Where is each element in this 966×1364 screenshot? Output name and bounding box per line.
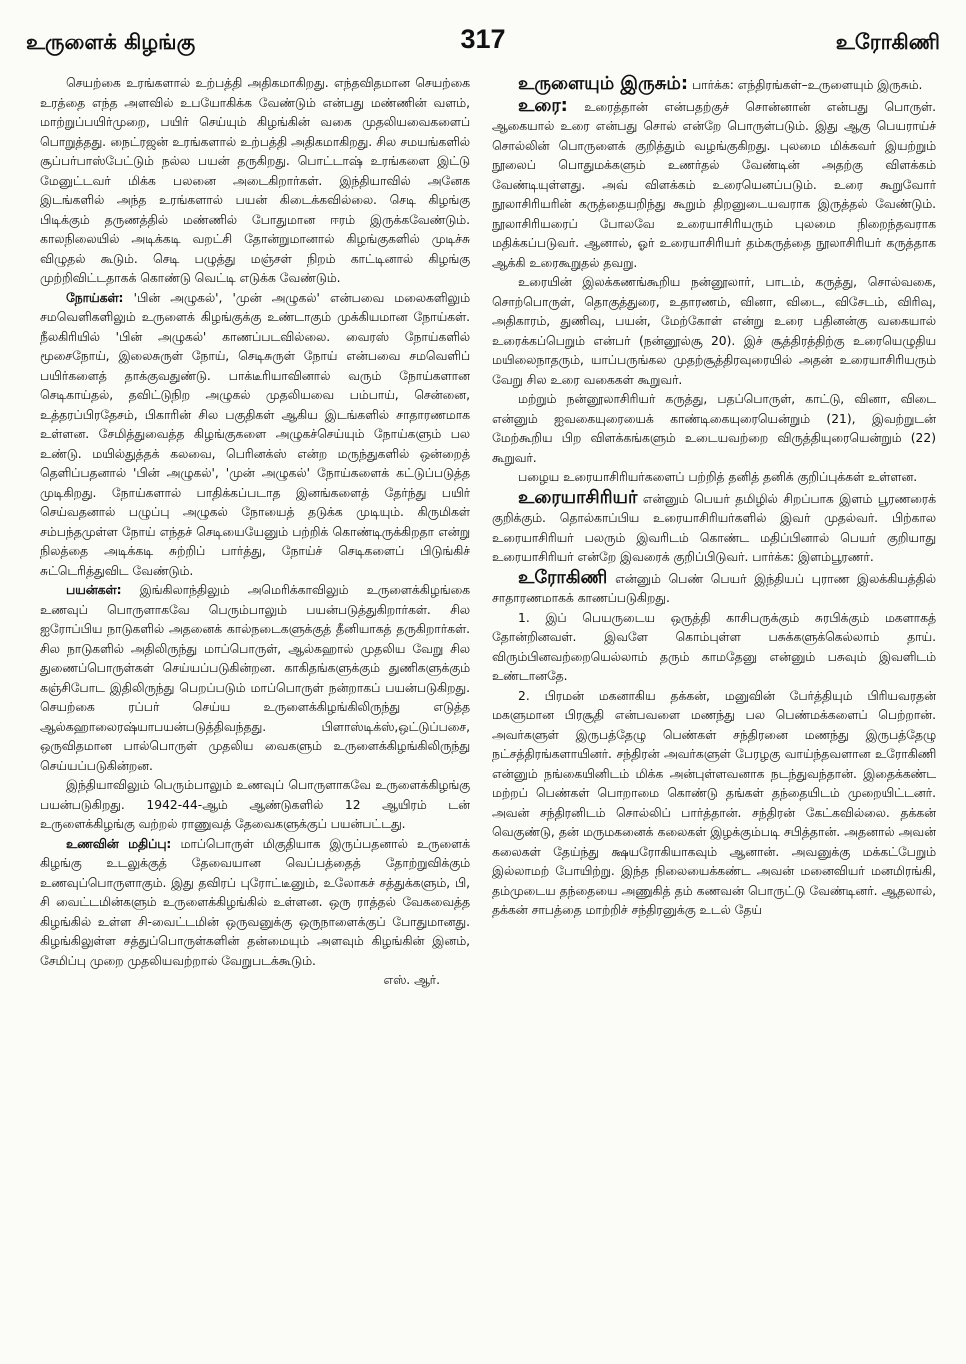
entry-urai-p2: உரையின் இலக்கணங்கூறிய நன்னூலார், பாடம், கருத்து, சொல்வகை, சொற்பொருள், தொகுத்துரை, உதாரணம், வினா, விடை, விசேடம், விரிவு, அதிகாரம், துணிவு, பயன், மேற்கோள் என்று உரை பதினன்கு வகையால் உரைக்கப்பெறும் என்பர் (நன்னூல்சூ 20). இச் சூத்திரத்திற்கு உரையெழுதிய மயிலைநாதரும், யாப்பருங்கல முதற்சூத்திரவுரையில் அதன் உரையாசிரியரும் வேறு சில உரை வகைகள் கூறுவர். — [492, 275, 936, 387]
left-column — [40, 74, 470, 1354]
headword-wheel-axle: உருளையும் இருசும்: — [518, 74, 689, 94]
paragraph-diseases — [40, 289, 470, 582]
headword-uraiyasiriyar: உரையாசிரியர் — [518, 486, 638, 508]
diseases-label: நோய்கள்: — [66, 290, 124, 305]
entry-urai-p3: மற்றும் நன்னூலாசிரியர் கருத்து, பதப்பொருள், காட்டு, வினா, விடை என்னும் ஐவகையுரையைக் காண்டிகையுரையென்றும் (21), இவற்றுடன் மேற்கூறிய பிற விளக்கங்களும் உடையவற்றை விருத்தியுரையென்றும் (22) கூறுவர். — [492, 392, 936, 465]
header-right-title: உரோகிணி — [835, 30, 940, 54]
entry-wheel-axle-text: பார்க்க: எந்திரங்கள்–உருளையும் இருசும். — [692, 78, 923, 92]
entry-rohini-p1: 1. இப் பெயருடைய ஒருத்தி காசிபருக்கும் சுரபிக்கும் மகளாகத் தோன்றினவள். இவளே கொம்புள்ள பசுக்களுக்கெல்லாம் தாய். விரும்பினவற்றையெல்லாம் தரும் காமதேனு என்னும் பசுவும் இவளிடம் உண்டானதே. — [492, 610, 936, 683]
paragraph-fertilizers: செயற்கை உரங்களால் உற்பத்தி அதிகமாகிறது. எந்தவிதமான செயற்கை உரத்தை எந்த அளவில் உபயோகிக்க வேண்டும் என்பது மண்ணின் வளம், மாற்றுப்பயிர்முறை, பயிர் செய்யும் கிழங்கின் வகை முதலியவைகளைப் பொறுத்தது. நைட்ரஜன் உரங்களால் உற்பத்தி அதிகமாகிறது. சில சமயங்களில் சூப்பர்பாஸ்பேட்டும் நல்ல பயன் தருகிறது. பொட்டாஷ் உரங்களை இட்டு மேனுட்டவர் மிக்க பலனை அடைகிறார்கள். இந்தியாவில் அனேக இடங்களில் அந்த உரங்களால் பயன் கிடைக்கவில்லை. செடி கிழங்கு பிடிக்கும் தருணத்தில் மண்ணில் போதுமான ஈரம் இருக்கவேண்டும். காலநிலையில் அடிக்கடி வறட்சி தோன்றுமானால் கிழங்குகளில் முடிச்சு விழுதல் கூடும். செடி பழுத்து மஞ்சள் நிறம் காட்டினால் கிழங்கு முற்றிவிட்டதாகக் கொண்டு வெட்டி எடுக்க வேண்டும். — [40, 76, 470, 285]
entry-wheel-axle — [492, 74, 936, 96]
food-value-text: மாப்பொருள் மிகுதியாக இருப்பதனால் உருளைக் கிழங்கு உடலுக்குத் தேவையான வெப்பத்தைத் தோற்றுவிக்கும் உணவுப்பொருளாகும். இது தவிரப் புரோட்டீனும், உலோகச் சத்துக்களும், பி, சி வைட்டமின்களும் உருளைக்கிழங்கில் உள்ளன. ஒரு ராத்தல் வேகவைத்த கிழங்கில் உள்ள சி-வைட்டமின் ஒருவனுக்கு ஒருநாளைக்குப் போதுமானது. கிழங்கிலுள்ள சத்துப்பொருள்களின் தன்மையும் அளவும் கிழங்கின் இனம், சேமிப்பு முறை முதலியவற்றால் வேறுபடக்கூடும். — [40, 836, 470, 968]
entry-uraiyasiriyar-text: என்னும் பெயர் தமிழில் சிறப்பாக இளம் பூரணரைக் குறிக்கும். தொல்காப்பிய உரையாசிரியர்களில் இவர் முதல்வர். பிற்கால உரையாசிரியர் பலரும் இவரிடம் கொண்ட மதிப்பினால் பெயர் குறியாது உரையாசிரியர் என்றே இவரைக் குறிப்பிடுவர். பார்க்க: இளம்பூரணர். — [492, 491, 936, 564]
paragraph-india-use: இந்தியாவிலும் பெரும்பாலும் உணவுப் பொருளாகவே உருளைக்கிழங்கு பயன்படுகிறது. 1942-44-ஆம் ஆண்டுகளில் 12 ஆயிரம் டன் உருளைக்கிழங்கு வற்றல் ராணுவத் தேவைகளுக்குப் பயன்பட்டது. — [40, 778, 470, 831]
paragraph-food-value — [40, 835, 470, 972]
food-value-label: உணவின் மதிப்பு: — [66, 836, 172, 851]
header-left-title: உருளைக் கிழங்கு — [26, 30, 196, 54]
page-number: 317 — [460, 24, 506, 54]
headword-urai: உரை: — [518, 94, 568, 116]
page-header — [26, 22, 940, 62]
entry-rohini-p2: 2. பிரமன் மகனாகிய தக்கன், மனுவின் பேர்த்தியும் பிரியவரதன் மகளுமான பிரசூதி என்பவளை மணந்து பல பெண்மக்களைப் பெற்றான். அவர்களுள் இருபத்தேழு பெண்கள் சந்திரனை மணந்து இருபத்தேழு நட்சத்திரங்களாயினர். சந்திரன் அவர்களுள் பேரழகு வாய்ந்தவளான உரோகிணி என்னும் நங்கையினிடம் மிக்க அன்புள்ளவனாக நடந்துவந்தான். இதைக்கண்ட மற்றப் பெண்கள் பொறாமை கொண்டு தங்கள் தந்தையிடம் முறையிட்டனர். அவன் சந்திரனிடம் சொல்லிப் பார்த்தான். சந்திரன் கேட்கவில்லை. தக்கன் வெகுண்டு, தன் மருமகனைக் கலைகள் இழக்கும்படி சபித்தான். அதனால் அவன் கலைகள் தேய்ந்து க்ஷயரோகியாகவும் ஆனான். அவனுக்கு மக்கட்பேறும் இல்லாமற் போயிற்று. இந்த நிலையைக்கண்ட அவன் மனைவியர் மனமிரங்கி, தம்முடைய தந்தையை அணுகித் தம் கணவன் பொருட்டு வேண்டினர். ஆதலால், தக்கன் சாபத்தை மாற்றிச் சந்திரனுக்கு உடல் தேய் — [492, 688, 936, 917]
diseases-text: 'பின் அழுகல்', 'முன் அழுகல்' என்பவை மலைகளிலும் சமவெளிகளிலும் உருளைக் கிழங்குக்கு உண்டாகும் முக்கியமான நோய்கள். நீலகிரியில் 'பின் அழுகல்' காணப்படவில்லை. வைரஸ் நோய்களில் மூசைநோய், இலைசுருள் நோய், செடிசுருள் நோய் என்பவை சமவெளிப் பயிர்களைத் தாக்குவதுண்டு. பாக்டீரியாவினால் வரும் நோய்களான செடிகாய்தல், தவிட்டுநிற அழுகல் முதலியவை பம்பாய், சென்னை, உத்தரப்பிரதேசம், பிகாரின் சில பகுதிகள் ஆகிய இடங்களில் சாதாரணமாக உள்ளன. சேமித்துவைத்த கிழங்குகளை அழுகச்செய்யும் நோய்களும் பல உண்டு. மயில்துத்தக் கலவை, பெரினக்ஸ் என்ற மருந்துகளில் ஒன்றைத் தெளிப்பதனால் 'பின் அழுகல்', 'முன் அழுகல்' நோய்களைக் கட்டுப்படுத்த முடிகிறது. நோய்களால் பாதிக்கப்படாத இனங்களைத் தேர்ந்து பயிர் செய்வதனால் பழுப்பு அழுகல் நோயைத் தடுக்க முடியும். கிருமிகள் சம்பந்தமுள்ள நோய் எந்தச் செடியையேனும் பற்றிக் கொண்டிருக்கிறதா என்று நிலத்தை அடிக்கடி சுற்றிப் பார்த்து, நோய்ச் செடிகளைப் பிடுங்கிச் சுட்டெரித்துவிட வேண்டும். — [40, 290, 470, 578]
entry-rohini-text: என்னும் பெண் பெயர் இந்தியப் புராண இலக்கியத்தில் சாதாரணமாகக் காணப்படுகிறது. — [492, 571, 936, 605]
entry-urai — [492, 96, 936, 274]
right-column — [492, 74, 936, 1354]
paragraph-uses — [40, 581, 470, 776]
uses-text: இங்கிலாந்திலும் அமெரிக்காவிலும் உருளைக்கிழங்கை உணவுப் பொருளாகவே பெரும்பாலும் பயன்படுத்துகிறார்கள். சில ஐரோப்பிய நாடுகளில் அதனைக் கால்நடைகளுக்குத் தீனியாகத் தருகிறார்கள். சில நாடுகளில் அதிலிருந்து மாப்பொருள், ஆல்கஹால் முதலிய வேறு சில துணைப்பொருள்கள் செய்யப்படுகின்றன. காகிதங்களுக்கும் துணிகளுக்கும் கஞ்சிபோட இதிலிருந்து பெறப்படும் மாப்பொருள் நன்றாகப் பயன்படுகிறது. செயற்கை ரப்பர் செய்ய உருளைக்கிழங்கிலிருந்து எடுத்த ஆல்கஹாலைரஷ்யாபயன்படுத்திவந்தது. பிளாஸ்டிக்ஸ்,ஒட்டுப்பசை, ஒருவிதமான பால்பொருள் முதலிய வைகளும் உருளைக்கிழங்கிலிருந்து செய்யப்படுகின்றன. — [40, 583, 470, 773]
entry-rohini — [492, 568, 936, 609]
entry-urai-p4: பழைய உரையாசிரியர்களைப் பற்றித் தனித் தனிக் குறிப்புக்கள் உள்ளன. — [518, 470, 918, 484]
author-signature: எஸ். ஆர். — [383, 973, 440, 987]
headword-rohini: உரோகிணி — [518, 566, 608, 588]
entry-urai-text: உரைத்தான் என்பதற்குச் சொன்னான் என்பது பொருள். ஆகையால் உரை என்பது சொல் என்றே பொருள்படும். இது ஆகு பெயராய்ச் சொல்லின் பொருளைக் குறித்தும் வழங்குகிறது. புலமை மிக்கவர் இயற்றும் நூலைப் பொதுமக்களும் உணர்தல் வேண்டின் அதற்கு விளக்கம் வேண்டியுள்ளது. அவ் விளக்கம் உரையெனப்படும். உரை கூறுவோர் நூலாசிரியரின் கருத்தையறிந்து கூறும் திறனுடையவராக இருத்தல் வேண்டும். நூலாசிரியரைப் போலவே உரையாசிரியரும் புலமை நிறைந்தவராக மதிக்கப்படுவர். ஆனால், ஓர் உரையாசிரியர் தம்கருத்தை நூலாசிரியர் கருத்தாக ஆக்கி உரைகூறுதல் தவறு. — [492, 99, 936, 270]
uses-label: பயன்கள்: — [66, 583, 122, 597]
entry-uraiyasiriyar — [492, 488, 936, 568]
